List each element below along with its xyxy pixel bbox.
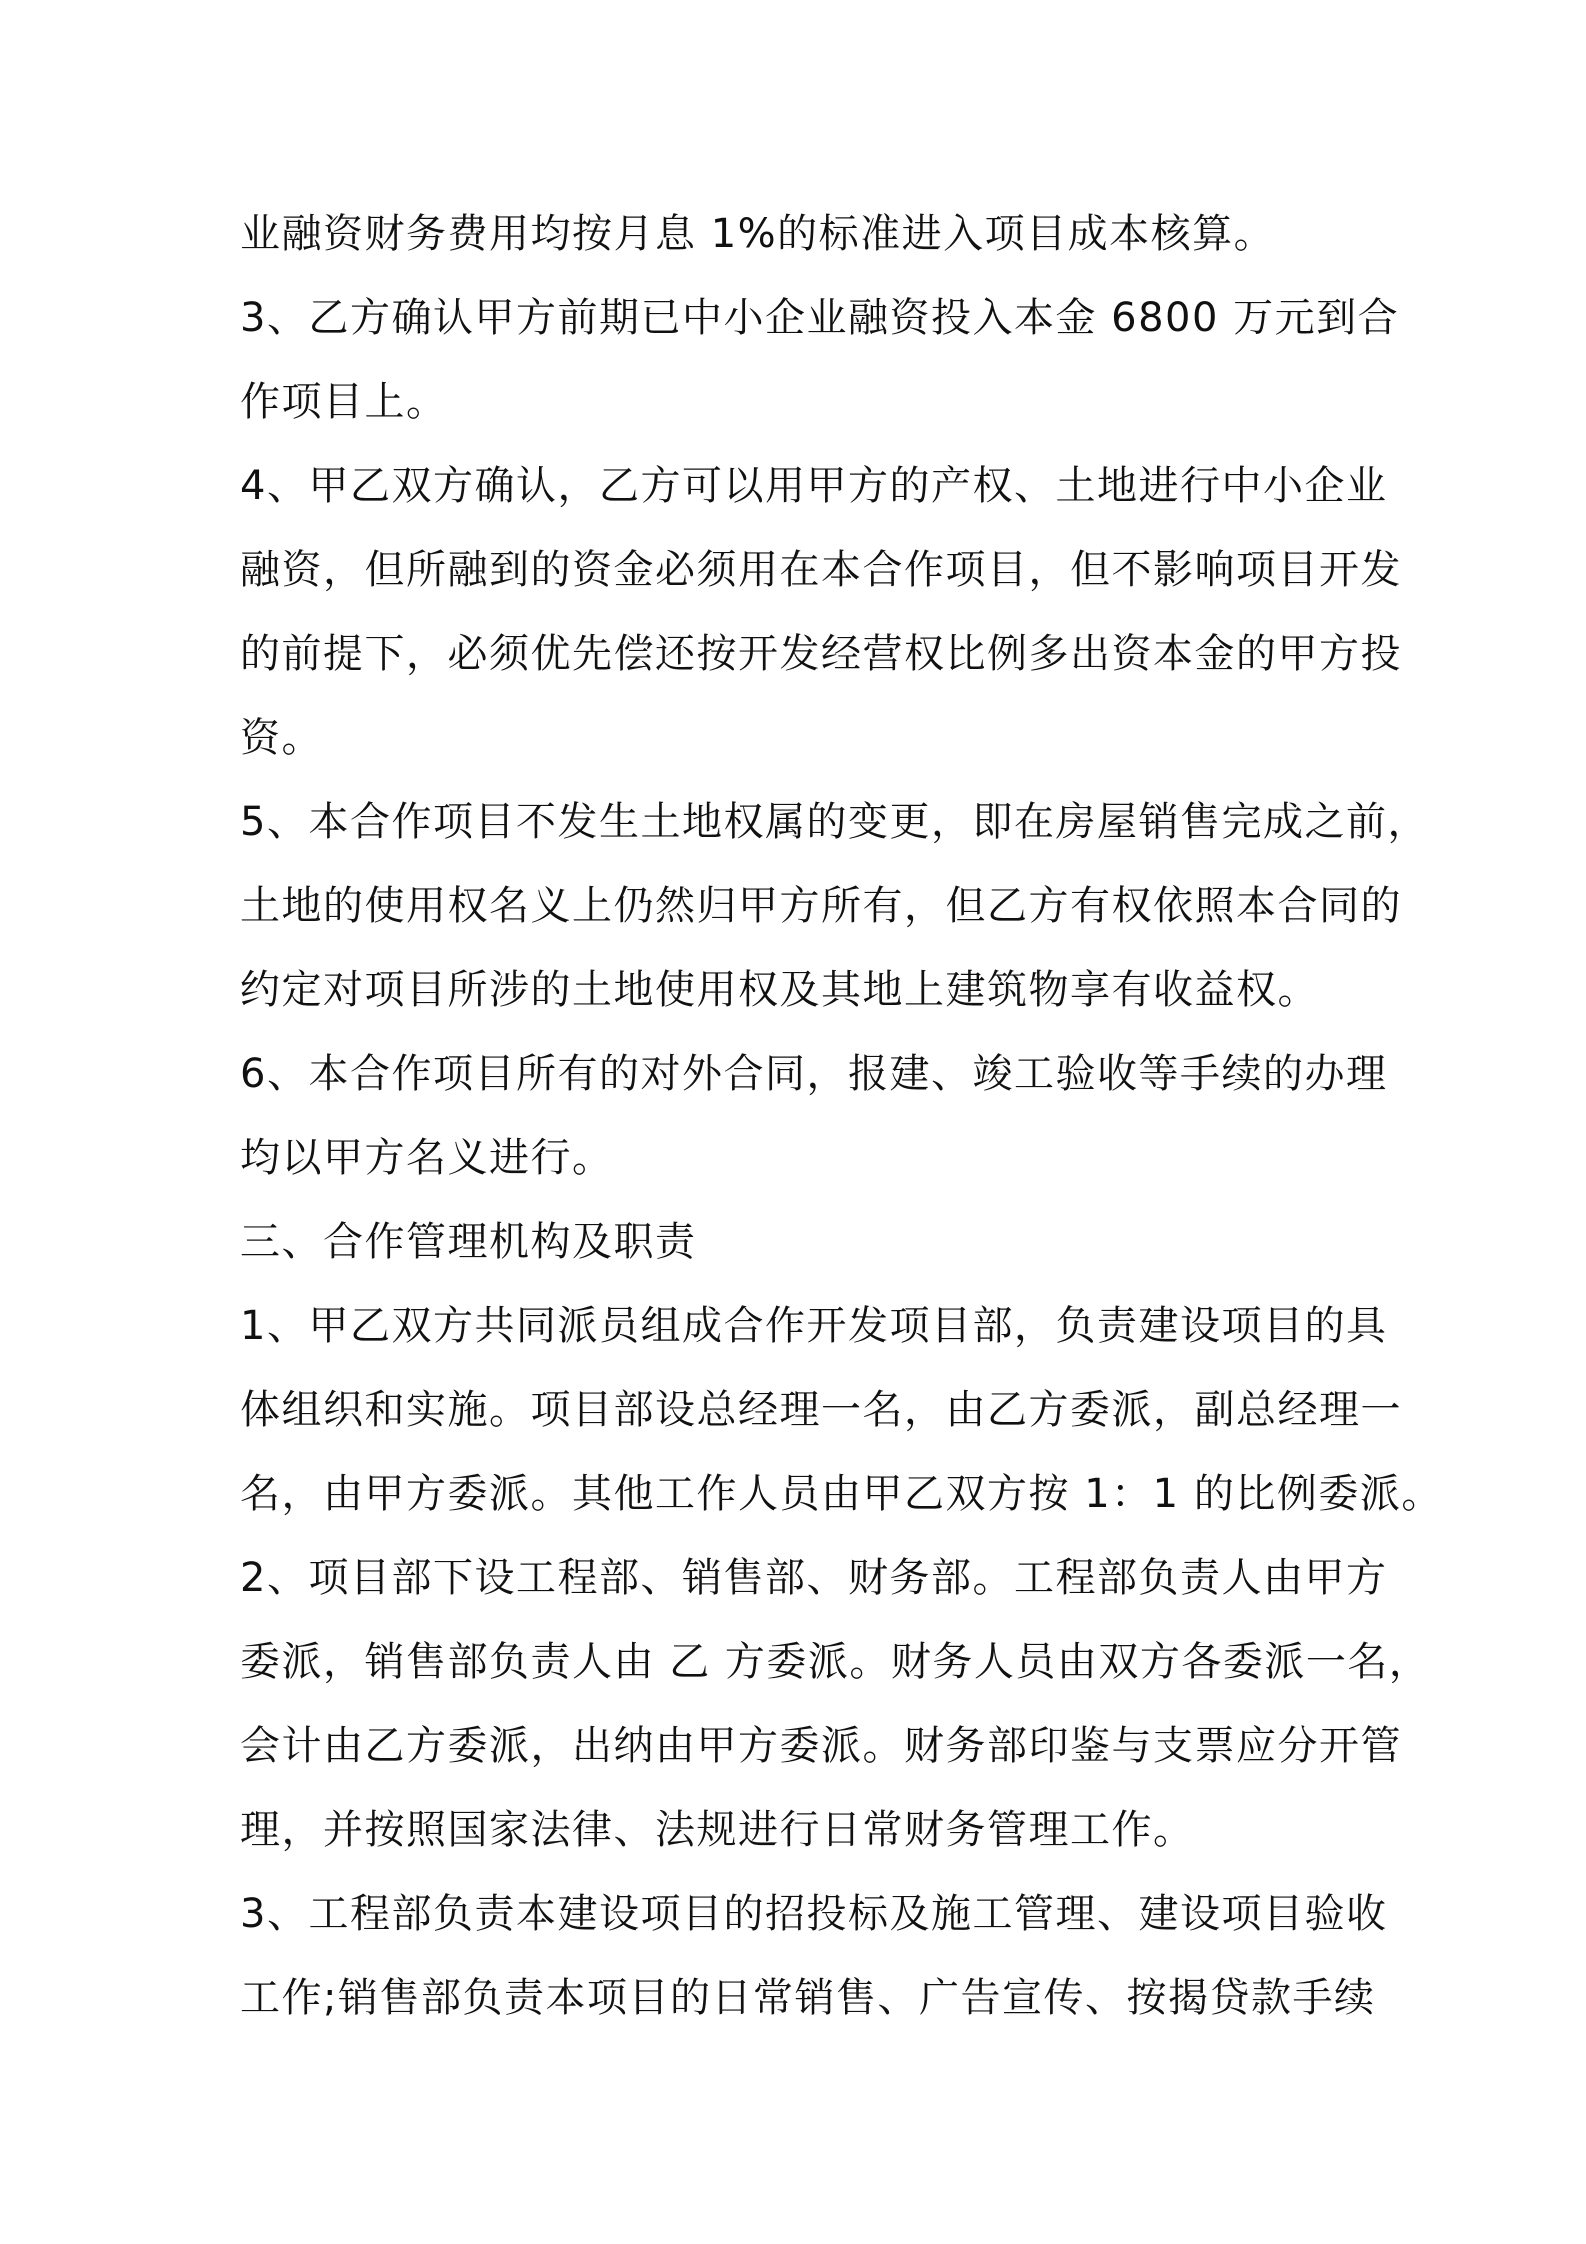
text-line: 体组织和实施。项目部设总经理一名，由乙方委派，副总经理一 (240, 1387, 1402, 1433)
text-line: 工作;销售部负责本项目的日常销售、广告宣传、按揭贷款手续 (240, 1975, 1376, 2021)
text-line: 3、乙方确认甲方前期已中小企业融资投入本金 6800 万元到合 (240, 295, 1400, 341)
text-line: 1、甲乙双方共同派员组成合作开发项目部，负责建设项目的具 (240, 1303, 1388, 1349)
text-line: 4、甲乙双方确认，乙方可以用甲方的产权、土地进行中小企业 (240, 463, 1388, 509)
text-line: 融资，但所融到的资金必须用在本合作项目，但不影响项目开发 (240, 547, 1402, 593)
text-line: 委派，销售部负责人由 乙 方委派。财务人员由双方各委派一名， (240, 1639, 1431, 1685)
text-line: 2、项目部下设工程部、销售部、财务部。工程部负责人由甲方 (240, 1555, 1388, 1601)
text-line: 土地的使用权名义上仍然归甲方所有，但乙方有权依照本合同的 (240, 883, 1402, 929)
text-line: 约定对项目所涉的土地使用权及其地上建筑物享有收益权。 (240, 967, 1319, 1013)
text-line: 资。 (240, 715, 323, 761)
text-line: 6、本合作项目所有的对外合同，报建、竣工验收等手续的办理 (240, 1051, 1388, 1097)
text-line: 理，并按照国家法律、法规进行日常财务管理工作。 (240, 1807, 1195, 1853)
text-line: 3、工程部负责本建设项目的招投标及施工管理、建设项目验收 (240, 1891, 1388, 1937)
text-line: 业融资财务费用均按月息 1%的标准进入项目成本核算。 (240, 211, 1276, 257)
text-line: 均以甲方名义进行。 (240, 1135, 614, 1181)
document-body (240, 192, 1443, 2040)
text-line: 5、本合作项目不发生土地权属的变更，即在房屋销售完成之前， (240, 799, 1429, 845)
section-heading: 三、合作管理机构及职责 (240, 1219, 697, 1265)
text-line: 的前提下，必须优先偿还按开发经营权比例多出资本金的甲方投 (240, 631, 1402, 677)
text-line: 作项目上。 (240, 379, 448, 425)
text-line: 会计由乙方委派，出纳由甲方委派。财务部印鉴与支票应分开管 (240, 1723, 1402, 1769)
text-line: 名，由甲方委派。其他工作人员由甲乙双方按 1：1 的比例委派。 (240, 1471, 1443, 1517)
